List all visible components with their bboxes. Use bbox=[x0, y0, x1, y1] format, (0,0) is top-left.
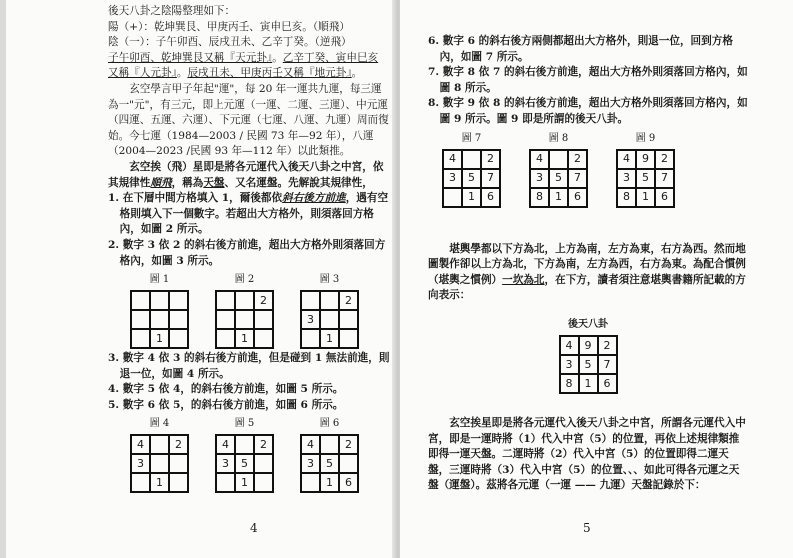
main-figure bbox=[428, 318, 748, 394]
yin-line bbox=[108, 35, 390, 51]
figure-row-top bbox=[130, 273, 390, 349]
figure bbox=[130, 417, 189, 493]
grid-cell bbox=[254, 329, 273, 348]
grid-cell: 5 bbox=[462, 169, 481, 188]
grid-cell: 1 bbox=[150, 329, 169, 348]
figure-caption: 圖 5 bbox=[234, 418, 255, 430]
grid-cell bbox=[301, 291, 320, 310]
grid-cell bbox=[169, 454, 188, 473]
tianyuan-text: 子午卯酉、乾坤巽艮又稱『天元卦』 bbox=[108, 51, 273, 64]
text: 、又名運盤。先解說其規律性， bbox=[224, 176, 373, 189]
text: 堪輿學都以下方為北，上方為南，左方為東，右方為西。然而地圖製作卻以上方為北，下方為南，左方為西，右方為東。為配合慣例（堪輿之慣例） bbox=[428, 242, 746, 286]
grid-cell bbox=[320, 435, 339, 454]
underline: 天盤 bbox=[203, 176, 225, 189]
yang-label: 陽（+） bbox=[108, 20, 144, 33]
grid-cell: 4 bbox=[617, 150, 636, 169]
para-direction bbox=[428, 242, 748, 304]
step-3: 3. 數字 4 依 3 的斜右後方前進，但是碰到 1 無法前進，則退一位，如圖 4 所示。 bbox=[108, 352, 390, 380]
text: ，在下方，讀者須注意堪輿書籍所記載的方向表示： bbox=[428, 273, 746, 302]
grid-cell bbox=[462, 150, 481, 169]
grid-cell: 2 bbox=[598, 336, 617, 355]
figure bbox=[215, 417, 274, 493]
figure-caption: 圖 9 bbox=[635, 132, 656, 144]
grid-cell bbox=[443, 188, 462, 207]
grid-cell bbox=[131, 329, 150, 348]
grid-cell: 1 bbox=[549, 188, 568, 207]
para-final: 玄空挨星即是將各元運代入後天八卦之中宮，所謂各元運代入中宮，即是一運時將（1）代入中宮（5）的位置，再依上述規律類推即得一運天盤。二運時將（2）代入中宮（5）的位置即得二運天盤，三運時將（3）代入中宮（5）的位置、、、如此可得各元運之天盤（運盤）。茲將各元運（一運 —— 九運）天盤記錄於下： bbox=[428, 416, 746, 492]
grid-cell: 1 bbox=[235, 473, 254, 492]
page-number: 4 bbox=[250, 521, 258, 535]
grid-cell bbox=[131, 291, 150, 310]
grid-cell bbox=[320, 310, 339, 329]
grid-cell: 4 bbox=[443, 150, 462, 169]
diyuan-text: 辰戌丑未、甲庚丙壬又稱『地元卦』 bbox=[187, 67, 352, 80]
grid-cell bbox=[216, 291, 235, 310]
grid-cell: 6 bbox=[655, 188, 674, 207]
figure-caption: 圖 4 bbox=[149, 418, 170, 430]
grid-cell: 2 bbox=[568, 150, 587, 169]
figure-caption: 圖 8 bbox=[548, 132, 569, 144]
page-edge bbox=[0, 0, 6, 558]
grid-cell bbox=[169, 291, 188, 310]
grid-cell: 1 bbox=[150, 473, 169, 492]
punct: 。 bbox=[176, 67, 188, 80]
grid-cell bbox=[131, 473, 150, 492]
figure bbox=[442, 132, 501, 208]
grid-cell: 4 bbox=[530, 150, 549, 169]
grid-cell bbox=[254, 473, 273, 492]
heading: 後天八卦之陰陽整理如下： bbox=[108, 5, 236, 17]
grid-cell: 7 bbox=[598, 355, 617, 374]
grid-cell bbox=[549, 150, 568, 169]
step-8: 8. 數字 9 依 8 的斜右後方前進，超出大方格外則須落回方格內，如圖 9 所示。圖 9 即是所謂的後天八卦。 bbox=[428, 97, 748, 125]
grid-cell: 5 bbox=[636, 169, 655, 188]
grid-cell: 3 bbox=[216, 454, 235, 473]
grid-cell: 8 bbox=[560, 374, 579, 393]
grid-cell bbox=[169, 310, 188, 329]
grid-cell: 2 bbox=[254, 435, 273, 454]
grid-cell: 1 bbox=[235, 329, 254, 348]
grid-cell: 5 bbox=[579, 355, 598, 374]
yang-text: ：乾坤巽艮、甲庚丙壬、寅申巳亥。（順飛） bbox=[143, 20, 350, 33]
grid-cell: 4 bbox=[560, 336, 579, 355]
nine-palace-grid bbox=[616, 149, 675, 208]
grid-cell: 5 bbox=[549, 169, 568, 188]
grid-cell bbox=[216, 473, 235, 492]
nine-palace-grid bbox=[442, 149, 501, 208]
grid-cell: 1 bbox=[462, 188, 481, 207]
underline: 一坎為北 bbox=[502, 273, 545, 286]
step-1 bbox=[108, 191, 390, 238]
grid-cell: 2 bbox=[655, 150, 674, 169]
grid-cell: 8 bbox=[617, 188, 636, 207]
grid-cell bbox=[339, 329, 358, 348]
grid-cell: 1 bbox=[320, 473, 339, 492]
grid-cell bbox=[339, 310, 358, 329]
grid-cell bbox=[235, 291, 254, 310]
grid-cell: 2 bbox=[169, 435, 188, 454]
grid-cell bbox=[235, 435, 254, 454]
grid-cell: 3 bbox=[301, 454, 320, 473]
grid-cell bbox=[131, 310, 150, 329]
grid-cell: 2 bbox=[339, 435, 358, 454]
right-page bbox=[400, 0, 793, 558]
nine-palace-grid bbox=[300, 434, 359, 493]
grid-cell: 6 bbox=[481, 188, 500, 207]
step-2: 2. 數字 3 依 2 的斜右後方前進，超出大方格外則須落回方格內，如圖 3 所示。 bbox=[108, 238, 386, 267]
text: 玄空挨（飛）星即是將各元運代入後天八卦之中宮，依其規律性 bbox=[108, 160, 384, 189]
figure-caption: 圖 1 bbox=[149, 274, 170, 286]
figure-caption: 後天八卦 bbox=[568, 318, 608, 330]
grid-cell bbox=[339, 454, 358, 473]
grid-cell bbox=[254, 310, 273, 329]
grid-cell: 4 bbox=[216, 435, 235, 454]
figure-caption: 圖 6 bbox=[319, 418, 340, 430]
grid-cell: 6 bbox=[568, 188, 587, 207]
step-5: 5. 數字 6 依 5，的斜右後方前進，如圖 6 所示。 bbox=[108, 398, 344, 411]
grid-cell: 6 bbox=[339, 473, 358, 492]
grid-cell: 9 bbox=[579, 336, 598, 355]
right-page-content bbox=[428, 34, 748, 494]
text: 1. 在下層中間方格填入 1，爾後都依 bbox=[108, 192, 283, 205]
figure-row-right bbox=[442, 132, 748, 208]
grid-cell: 2 bbox=[339, 291, 358, 310]
punct: 。 bbox=[272, 51, 283, 64]
grid-cell bbox=[301, 473, 320, 492]
grid-cell bbox=[216, 310, 235, 329]
grid-cell: 3 bbox=[301, 310, 320, 329]
grid-cell: 2 bbox=[481, 150, 500, 169]
figure bbox=[616, 132, 675, 208]
para-method bbox=[108, 160, 390, 191]
yang-line bbox=[108, 20, 390, 36]
figure bbox=[130, 273, 189, 349]
figure-row-bottom bbox=[130, 417, 390, 493]
step-4: 4. 數字 5 依 4，的斜右後方前進，如圖 5 所示。 bbox=[108, 383, 344, 396]
tianyuan-line bbox=[108, 51, 390, 67]
grid-cell bbox=[150, 454, 169, 473]
grid-cell: 3 bbox=[617, 169, 636, 188]
yin-text: ：子午卯酉、辰戌丑未、乙辛丁癸。（逆飛） bbox=[145, 36, 352, 49]
left-page bbox=[0, 0, 396, 558]
renyuan-line bbox=[108, 66, 390, 82]
renyuan-members: 乙辛丁癸、寅申巳亥 bbox=[282, 51, 379, 64]
text: ，遇有空格則填入下一個數字。若超出大方格外，則須落回方格內，如圖 2 所示。 bbox=[119, 192, 389, 236]
para-yun: 玄空學言甲子年起"運"，每 20 年一運共九運，每三運為一"元"，有三元，即上元運（一運、二運、三運）、中元運（四運、五運、六運）、下元運（七運、八運、九運）周而復始。今七運（1984—2003 / 民國 73 年—92 年），八運（2004—2023 /民國 93 年—112 年）以此類推。 bbox=[108, 82, 389, 158]
page-number: 5 bbox=[583, 521, 591, 535]
emphasis: 斜右後方前進 bbox=[282, 192, 346, 205]
grid-cell bbox=[216, 329, 235, 348]
grid-cell: 5 bbox=[235, 454, 254, 473]
figure-caption: 圖 2 bbox=[234, 274, 255, 286]
figure-caption: 圖 7 bbox=[461, 132, 482, 144]
grid-cell bbox=[169, 473, 188, 492]
grid-cell: 7 bbox=[655, 169, 674, 188]
grid-cell: 2 bbox=[254, 291, 273, 310]
emphasis: 順飛 bbox=[150, 176, 172, 189]
nine-palace-grid bbox=[130, 290, 189, 349]
grid-cell: 4 bbox=[131, 435, 150, 454]
figure bbox=[300, 417, 359, 493]
grid-cell: 7 bbox=[481, 169, 500, 188]
grid-cell: 3 bbox=[443, 169, 462, 188]
grid-cell bbox=[301, 329, 320, 348]
step-7: 7. 數字 8 依 7 的斜右後方前進，超出大方格外則須落回方格內，如圖 8 所示。 bbox=[428, 66, 748, 94]
nine-palace-grid bbox=[529, 149, 588, 208]
grid-cell: 1 bbox=[320, 329, 339, 348]
text: ，稱為 bbox=[171, 176, 204, 189]
figure-caption: 圖 3 bbox=[319, 274, 340, 286]
grid-cell: 8 bbox=[530, 188, 549, 207]
figure bbox=[529, 132, 588, 208]
grid-cell bbox=[150, 310, 169, 329]
grid-cell bbox=[150, 435, 169, 454]
nine-palace-grid bbox=[215, 290, 274, 349]
nine-palace-grid bbox=[215, 434, 274, 493]
grid-cell: 6 bbox=[598, 374, 617, 393]
grid-cell bbox=[169, 329, 188, 348]
figure bbox=[215, 273, 274, 349]
grid-cell: 9 bbox=[636, 150, 655, 169]
grid-cell: 3 bbox=[530, 169, 549, 188]
grid-cell bbox=[235, 310, 254, 329]
grid-cell bbox=[150, 291, 169, 310]
nine-palace-grid bbox=[130, 434, 189, 493]
grid-cell: 3 bbox=[560, 355, 579, 374]
grid-cell: 1 bbox=[579, 374, 598, 393]
grid-cell: 5 bbox=[320, 454, 339, 473]
left-page-content bbox=[108, 4, 390, 495]
grid-cell: 7 bbox=[568, 169, 587, 188]
yin-label: 陰（一） bbox=[108, 36, 146, 49]
nine-palace-grid bbox=[300, 290, 359, 349]
grid-cell: 3 bbox=[131, 454, 150, 473]
renyuan-text: 又稱『人元卦』 bbox=[108, 67, 177, 80]
grid-cell bbox=[254, 454, 273, 473]
grid-cell bbox=[320, 291, 339, 310]
grid-cell: 4 bbox=[301, 435, 320, 454]
nine-palace-grid bbox=[559, 335, 618, 394]
step-6: 6. 數字 6 的斜右後方兩側都超出大方格外，則退一位，回到方格內，如圖 7 所示。 bbox=[428, 35, 733, 63]
figure bbox=[300, 273, 359, 349]
grid-cell: 1 bbox=[636, 188, 655, 207]
punct: 。 bbox=[351, 67, 363, 80]
